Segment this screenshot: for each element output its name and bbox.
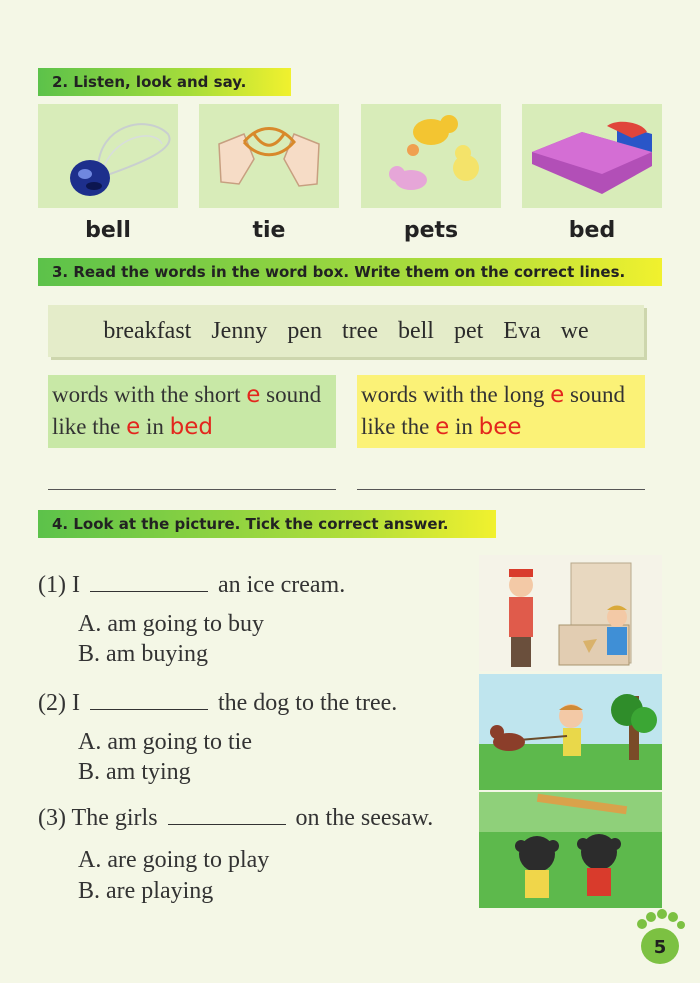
section-3-header bbox=[38, 258, 662, 286]
short-e-prefix: words with the short bbox=[52, 382, 241, 407]
long-e-in: in bbox=[455, 414, 473, 439]
footprint-icon bbox=[634, 908, 686, 966]
word-pets: pets bbox=[403, 218, 459, 243]
long-e-answer-line[interactable] bbox=[357, 489, 645, 490]
pets-picture bbox=[361, 104, 501, 208]
word-tie: tie bbox=[252, 218, 286, 243]
question-3-rest: on the seesaw. bbox=[295, 805, 434, 831]
question-3-option-b[interactable]: B. are playing bbox=[78, 878, 214, 904]
word-bed: bed bbox=[568, 218, 616, 243]
ice-cream-picture bbox=[479, 555, 662, 671]
seesaw-picture bbox=[479, 792, 662, 908]
question-3 bbox=[38, 804, 433, 832]
long-e-example: bee bbox=[478, 414, 522, 440]
question-2-start: (2) I bbox=[38, 690, 80, 716]
word-box-item: breakfast bbox=[103, 317, 192, 344]
short-e-in: in bbox=[146, 414, 164, 439]
dog-tree-picture bbox=[479, 674, 662, 790]
word-box bbox=[48, 305, 644, 357]
long-e-letter: e bbox=[550, 382, 565, 408]
word-box-item: bell bbox=[397, 317, 434, 344]
long-e-prefix: words with the long bbox=[361, 382, 545, 407]
question-1-rest: an ice cream. bbox=[217, 572, 346, 598]
short-e-suffix: sound bbox=[266, 382, 322, 407]
page-number: 5 bbox=[653, 937, 667, 958]
long-e-suffix: sound bbox=[570, 382, 625, 407]
question-3-option-a[interactable]: A. are going to play bbox=[78, 847, 270, 873]
section-4-header bbox=[38, 510, 496, 538]
question-3-blank[interactable] bbox=[168, 804, 286, 825]
question-2 bbox=[38, 689, 397, 717]
word-box-item: pen bbox=[287, 317, 322, 344]
long-e-letter-2: e bbox=[435, 414, 450, 440]
question-3-start: (3) The girls bbox=[38, 805, 158, 831]
short-e-category bbox=[48, 375, 336, 448]
question-1-option-a[interactable]: A. am going to buy bbox=[78, 611, 264, 637]
short-e-letter: e bbox=[246, 382, 261, 408]
question-1-start: (1) I bbox=[38, 572, 80, 598]
question-2-option-a[interactable]: A. am going to tie bbox=[78, 729, 252, 755]
word-box-item: Jenny bbox=[211, 317, 268, 344]
question-2-blank[interactable] bbox=[90, 689, 208, 710]
short-e-example: bed bbox=[169, 414, 213, 440]
word-box-item: tree bbox=[342, 317, 378, 344]
page-number-badge bbox=[634, 908, 686, 966]
section-2-header bbox=[38, 68, 291, 96]
question-2-rest: the dog to the tree. bbox=[217, 690, 398, 716]
question-2-option-b[interactable]: B. am tying bbox=[78, 759, 191, 785]
word-box-item: pet bbox=[453, 317, 484, 344]
short-e-letter-2: e bbox=[126, 414, 141, 440]
long-e-like: like the bbox=[361, 414, 430, 439]
section-3-title: 3. Read the words in the word box. Write them on the correct lines. bbox=[52, 263, 626, 281]
word-bell: bell bbox=[85, 218, 131, 243]
section-4-title: 4. Look at the picture. Tick the correct answer. bbox=[52, 515, 449, 533]
word-box-item: we bbox=[560, 317, 589, 344]
question-1-blank[interactable] bbox=[90, 571, 208, 592]
short-e-like: like the bbox=[52, 414, 121, 439]
short-e-answer-line[interactable] bbox=[48, 489, 336, 490]
section-2-title: 2. Listen, look and say. bbox=[52, 73, 247, 91]
bell-picture bbox=[38, 104, 178, 208]
question-1 bbox=[38, 571, 345, 599]
long-e-category bbox=[357, 375, 645, 448]
word-box-item: Eva bbox=[503, 317, 541, 344]
bed-picture bbox=[522, 104, 662, 208]
question-1-option-b[interactable]: B. am buying bbox=[78, 641, 208, 667]
tie-picture bbox=[199, 104, 339, 208]
